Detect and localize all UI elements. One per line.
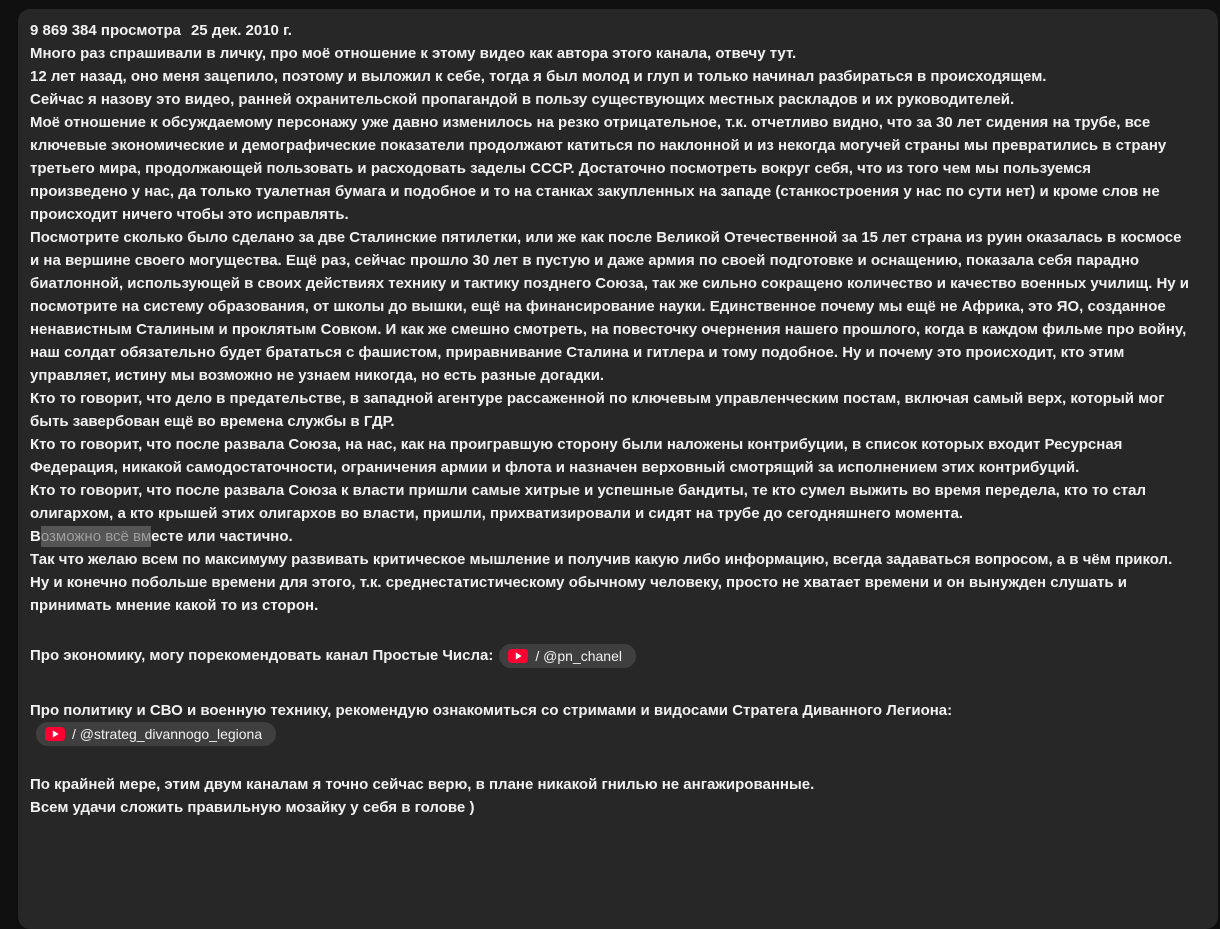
- youtube-icon: [508, 649, 528, 663]
- description-line: По крайней мере, этим двум каналам я точно сейчас верю, в плане никакой гнилью не ангажированные.: [30, 776, 815, 794]
- description-line: Много раз спрашивали в личку, про моё отношение к этому видео как автора этого канала, отвечу тут.: [30, 45, 797, 62]
- description-text: [30, 42, 1192, 819]
- description-line: Сейчас я назову это видео, ранней охранительской пропагандой в пользу существующих местных раскладов и их руководителей.: [30, 91, 1015, 108]
- blank-line: [30, 750, 1192, 773]
- blank-line: [30, 617, 1192, 640]
- channel-recommendation-text: Про экономику, могу порекомендовать канал Простые Числа:: [30, 647, 494, 664]
- video-stats-row: [30, 19, 1192, 42]
- blank-line: [30, 672, 1192, 695]
- channel-handle: / @pn_chanel: [535, 648, 622, 665]
- description-line: Кто то говорит, что дело в предательстве, в западной агентуре рассаженной по ключевым управленческим постам, включая самый верх, который мог быть завербован ещё во времена службы в ГДР.: [30, 390, 1165, 430]
- youtube-icon: [45, 727, 65, 741]
- description-line-with-selection: [30, 525, 1192, 548]
- selected-text-highlight: озможно всё вм: [40, 528, 152, 545]
- channel-link-chip[interactable]: [36, 722, 276, 746]
- channel-recommendation-text: Про политику и СВО и военную технику, рекомендую ознакомиться со стримами и видосами Стратега Диванного Легиона:: [30, 702, 953, 720]
- channel-handle: / @strateg_divannogo_legiona: [72, 726, 263, 743]
- description-line: Всем удачи сложить правильную мозайку у себя в голове ): [30, 799, 475, 817]
- upload-date: 25 дек. 2010 г.: [190, 22, 292, 39]
- selection-pre-text: В: [30, 528, 41, 545]
- description-line: Так что желаю всем по максимуму развивать критическое мышление и получив какую либо информацию, всегда задаваться вопросом, а в чём прикол. Ну и конечно побольше времени для этого, т.к. среднестатистическому обычному человеку, просто не хватает времени и он вынужден слушать и принимать мнение какой то из сторон.: [30, 551, 1173, 614]
- view-count: 9 869 384 просмотра: [30, 22, 181, 39]
- selection-post-text: есте или частично.: [151, 528, 293, 545]
- channel-recommendation-line: [30, 644, 1192, 668]
- description-line: Кто то говорит, что после развала Союза, на нас, как на проигравшую сторону были наложены контрибуции, в список которых входит Ресурсная Федерация, никакой самодостаточности, ограничения армии и флота и назначен верховный смотрящий за исполнением этих контрибуций.: [30, 436, 1123, 476]
- channel-recommendation-line: [30, 699, 1192, 746]
- description-line: Посмотрите сколько было сделано за две Сталинские пятилетки, или же как после Великой Отечественной за 15 лет страна из руин оказалась в космосе и на вершине своего могущества. Ещё раз, сейчас прошло 30 лет в пустую и даже армия по своей подготовке и оснащению, показала себя парадно биатлонной, использующей в своих действиях технику и тактику позднего Союза, так же сильно сокращено количество и качество военных училищ. Ну и посмотрите на систему образования, от школы до вышки, ещё на финансирование науки. Единственное почему мы ещё не Африка, это ЯО, созданное ненавистным Сталиным и проклятым Совком. И как же смешно смотреть, на повесточку очернения нашего прошлого, когда в каждом фильме про войну, наш солдат обязательно будет брататься с фашистом, приравнивание Сталина и гитлера и тому подобное. Ну и почему это происходит, кто этим управляет, истину мы возможно не узнаем никогда, но есть разные догадки.: [30, 229, 1190, 384]
- channel-link-chip[interactable]: [499, 644, 636, 668]
- description-line: 12 лет назад, оно меня зацепило, поэтому и выложил к себе, тогда я был молод и глуп и только начинал разбираться в происходящем.: [30, 68, 1047, 85]
- description-line: Кто то говорит, что после развала Союза к власти пришли самые хитрые и успешные бандиты, те кто сумел выжить во время передела, кто то стал олигархом, а кто крышей этих олигархов во власти, пришли, прихватизировали и сидят на трубе до сегодняшнего момента.: [30, 482, 1147, 522]
- video-description-panel[interactable]: [18, 9, 1218, 929]
- description-line: Моё отношение к обсуждаемому персонажу уже давно изменилось на резко отрицательное, т.к. отчетливо видно, что за 30 лет сидения на трубе, все ключевые экономические и демографические показатели продолжают катиться по наклонной и из некогда могучей страны мы превратились в страну третьего мира, продолжающей пользовать и расходовать заделы СССР. Достаточно посмотреть вокруг себя, что из того чем мы пользуемся произведено у нас, да только туалетная бумага и подобное и то на станках закупленных на западе (станкостроения у нас по сути нет) и кроме слов не происходит ничего чтобы это исправлять.: [30, 114, 1167, 223]
